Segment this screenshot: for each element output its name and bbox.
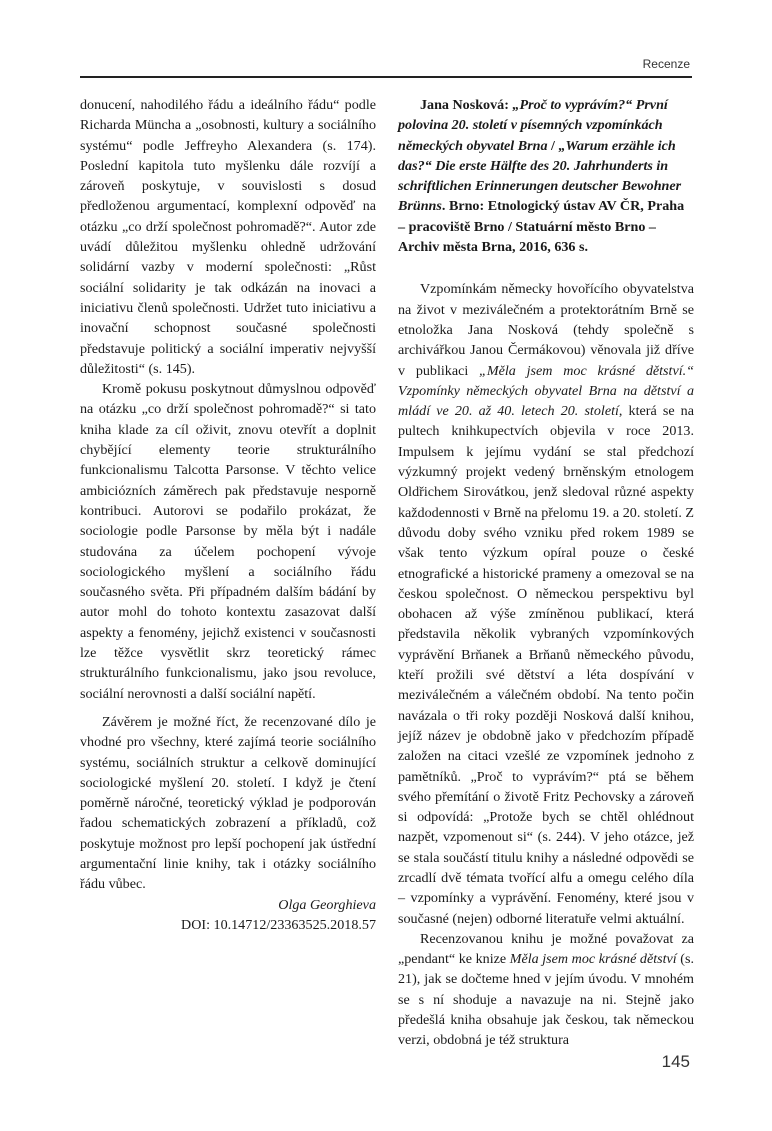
heading-publisher: . Brno: Etnologický ústav AV ČR, Praha – pracoviště Brno / Statuární město Brno – Archiv města Brna, 2016, 636 s. — [398, 198, 685, 256]
running-header-section: Recenze — [642, 57, 690, 71]
text-segment: Recenzovanou knihu je možné považovat za „pendant“ ke knize — [398, 930, 694, 968]
left-paragraph-3 — [80, 712, 376, 895]
page-number: 145 — [661, 1052, 690, 1071]
italic-book-title: Měla jsem moc krásné dětství — [509, 951, 677, 968]
left-paragraph-1 — [80, 95, 376, 379]
doi-reference: DOI: 10.14712/23363525.2018.57 — [181, 916, 376, 933]
review-book-heading — [398, 95, 694, 257]
heading-author: Jana Nosková: — [420, 97, 513, 113]
header-divider — [80, 76, 692, 78]
review-signature — [80, 895, 376, 936]
left-paragraph-2 — [80, 379, 376, 704]
heading-title-czech: „Proč to vyprávím?“ První polovina 20. století v písemných vzpomínkách německých obyvatel Brna — [398, 97, 668, 154]
heading-title-german: „Warum erzähle ich das?“ Die erste Hälfte des 20. Jahrhunderts in schriftlichen Erinnerungen deutscher Bewohner Brünns — [398, 137, 682, 215]
text-segment: Kromě pokusu poskytnout důmyslnou odpověď na otázku „co drží společnost pohromadě?“ si tato kniha klade za cíl oživit, znovu otevřít a doplnit chybějící elementy teorie strukturálního funkcionalismu Talcotta Parsonse. V těchto velice ambiciózních záměrech pak představuje nesporně kontribuci. Autorovi se podařilo prokázat, že sociologie podle Parsonse by měla být i nadále studována za účelem pochopení vývoje sociologického myšlení a sociálního řádu současného světa. Při případném dalším bádání by autor mohl do tohoto kontextu zasazovat další aspekty a fenomény, jejichž existenci v současnosti lze těžce vysvětlit skrz teoretický rámec strukturálního funkcionalismu, jako jsou revoluce, sociální nerovnosti a další sociální napětí. — [80, 381, 376, 702]
right-column — [398, 95, 694, 1051]
text-segment: Závěrem je možné říct, že recenzované dílo je vhodné pro všechny, které zajímá teorie sociálního systému, sociálních struktur a celkově dominující sociologické myšlení 20. století. I když je čtení poměrně náročné, teoretický výklad je podporován řadou schematických zobrazení a příkladů, což poskytuje možnost pro lepší pochopení jak ústřední argumentační linie knihy, tak i otázky sociálního řádu vůbec. — [80, 713, 376, 893]
text-segment: , která se na pultech knihkupectvích objevila v roce 2013. Impulsem k jejímu vydání se stal předchozí výzkumný projekt vedený brněnským etnologem Oldřichem Sirovátkou, jenž sledoval různé aspekty každodennosti v Brně na přelomu 19. a 20. století. Z důvodu doby svého vzniku před rokem 1989 se však tento výzkum opíral pouze o české etnografické a historické prameny a omezoval se na českou společnost. O německou perspektivu byl obohacen až výše zmíněnou publikací, která představila několik vybraných vzpomínkových vyprávění Brňanek a Brňanů německého původu, kteří prožili své dětství a léta dospívání v meziválečném a válečném období. Na tento počin navázala o tři roky později Nosková další knihou, jejíž název je obdobně jako v předchozím případě založen na citaci vzešlé ze vzpomínek jednoho z pamětníků. „Proč to vyprávím?“ ptá se během svého přemítání o životě Fritz Pechovsky a zároveň si odpovídá: „Protože bych se chtěl ohlédnout nazpět, vzpomenout si“ (s. 244). V jeho otázce, jež se stala součástí titulu knihy a následné odpovědi se zrcadlí dvě témata tvořící alfu a omegu celého díla – vzpomínky a vyprávění. Fenomény, které jsou v současné (nejen) odborné literatuře velmi aktuální. — [398, 403, 694, 927]
text-segment: Vzpomínkám německy hovořícího obyvatelstva na život v meziválečném a protektorátním Brně se etnoložka Jana Nosková (tehdy společně s archivářkou Janou Čermákovou) věnovala již dříve v publikaci — [398, 281, 694, 379]
right-paragraph-2 — [398, 929, 694, 1051]
text-segment: (s. 21), jak se dočteme hned v jejím úvodu. V mnohém se s ní shoduje a navazuje na ni. Stejně jako předešlá kniha obsahuje jak českou, tak německou verzi, obdobná je též struktura — [398, 951, 694, 1049]
right-paragraph-1 — [398, 279, 694, 929]
italic-book-title: „Měla jsem moc krásné dětství.“ Vzpomínky německých obyvatel Brna na dětství a mládí ve 20. až 40. letech 20. století — [398, 362, 694, 420]
heading-separator: / — [547, 137, 559, 154]
reviewer-name: Olga Georghieva — [278, 896, 376, 913]
text-segment: donucení, nahodilého řádu a ideálního řádu“ podle Richarda Müncha a „osobnosti, kultury a sociálního systému“ podle Jeffreyho Alexandera (s. 174). Poslední kapitola tuto myšlenku dále rozvíjí a zároveň poskytuje, v souvislosti s dosud předloženou argumentací, komplexní odpověď na otázku „co drží společnost pohromadě?“. Autor zde uvádí důležitou myšlenku ohledně udržování solidární vazby v moderní společnosti: „Růst sociální solidarity je tak odkázán na inovaci a iniciativu členů společnosti. Udržet tuto iniciativu a inovační schopnost současné společnosti představuje politický a sociální imperativ nejvyšší důležitosti“ (s. 145). — [80, 97, 376, 377]
left-column — [80, 95, 376, 935]
